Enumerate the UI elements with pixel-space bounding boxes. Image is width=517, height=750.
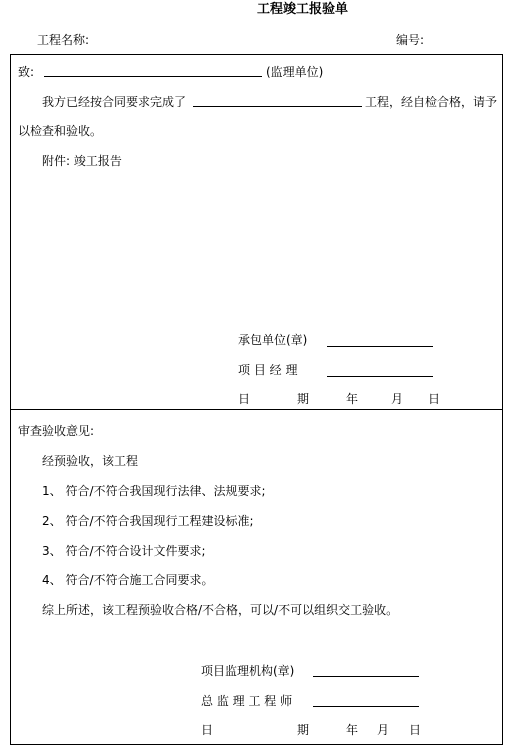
date-date-label: 日 <box>428 392 441 406</box>
section-divider <box>10 409 503 410</box>
completion-text-line2: 以检查和验收。 <box>18 124 103 138</box>
contractor-label: 承包单位(章) <box>238 333 308 347</box>
pm-blank[interactable] <box>327 376 433 377</box>
date-day-label: 日 <box>238 392 251 406</box>
project-name-label: 工程名称: <box>37 33 90 47</box>
chief-engineer-label: 总 监 理 工 程 师 <box>201 694 293 708</box>
date-year-label: 年 <box>346 392 359 406</box>
review-label: 审查验收意见: <box>18 424 95 438</box>
review-item: 4、 符合/不符合施工合同要求。 <box>42 573 214 587</box>
date-day-label: 日 <box>201 723 214 737</box>
date-date-label: 日 <box>409 723 422 737</box>
chief-engineer-blank[interactable] <box>313 706 419 707</box>
review-item: 2、 符合/不符合我国现行工程建设标准; <box>42 514 254 528</box>
supervisor-unit-label: (监理单位) <box>266 65 324 79</box>
review-conclusion: 综上所述，该工程预验收合格/不合格，可以/不可以组织交工验收。 <box>42 603 399 617</box>
project-blank[interactable] <box>193 106 362 107</box>
supervision-org-blank[interactable] <box>313 676 419 677</box>
contractor-blank[interactable] <box>327 346 433 347</box>
date-period-label: 期 <box>297 723 310 737</box>
pm-label: 项 目 经 理 <box>238 363 298 377</box>
form-title: 工程竣工报验单 <box>257 2 349 17</box>
supervisor-unit-blank[interactable] <box>44 76 262 77</box>
completion-text-prefix: 我方已经按合同要求完成了 <box>42 95 187 109</box>
to-label: 致: <box>18 65 35 79</box>
date-year-label: 年 <box>346 723 359 737</box>
completion-text-suffix: 工程，经自检合格，请予 <box>365 95 498 109</box>
date-period-label: 期 <box>297 392 310 406</box>
review-item: 1、 符合/不符合我国现行法律、法规要求; <box>42 484 266 498</box>
attachment-label: 附件: 竣工报告 <box>42 154 122 168</box>
number-label: 编号: <box>396 33 425 47</box>
review-item: 3、 符合/不符合设计文件要求; <box>42 544 206 558</box>
review-intro: 经预验收，该工程 <box>42 454 139 468</box>
supervision-org-label: 项目监理机构(章) <box>201 664 295 678</box>
date-month-label: 月 <box>377 723 390 737</box>
date-month-label: 月 <box>391 392 404 406</box>
